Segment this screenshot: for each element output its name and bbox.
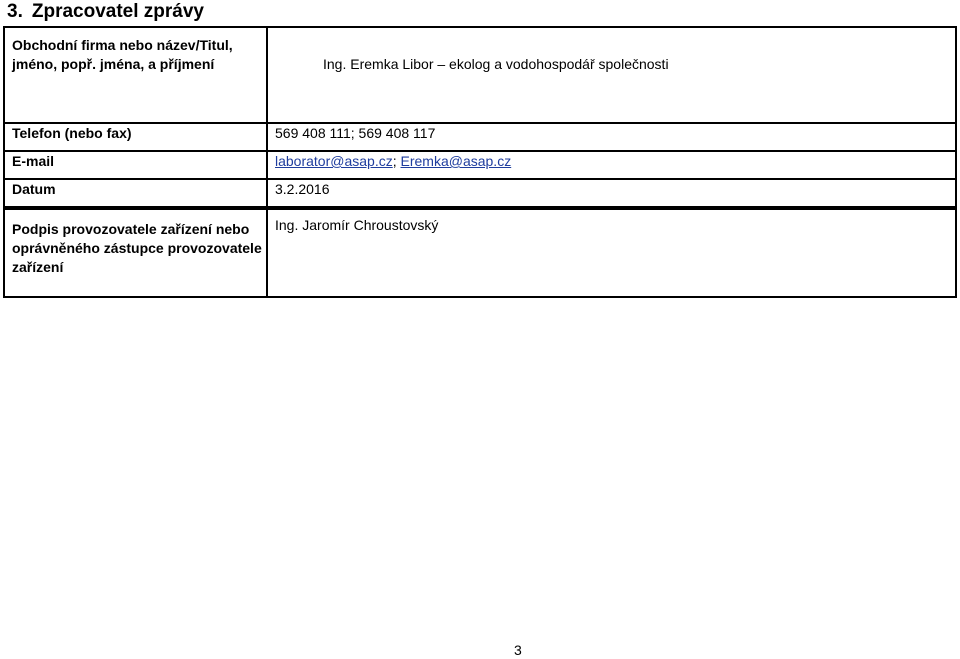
- table-row: [4, 179, 956, 207]
- table-row: [4, 151, 956, 179]
- table-row: [4, 209, 956, 297]
- email-link-laborator[interactable]: laborator@asap.cz: [275, 153, 393, 169]
- date-value: 3.2.2016: [267, 179, 956, 207]
- processor-info-table: [3, 26, 957, 208]
- signature-label: Podpis provozovatele zařízení nebo oprávněného zástupce provozovatele zařízení: [4, 209, 267, 297]
- page-number: 3: [514, 642, 522, 658]
- name-label: Obchodní firma nebo název/Titul, jméno, popř. jména, a příjmení: [4, 27, 267, 123]
- signature-value: Ing. Jaromír Chroustovský: [267, 209, 956, 297]
- table-row: [4, 27, 956, 123]
- email-label: E-mail: [4, 151, 267, 179]
- name-value: Ing. Eremka Libor – ekolog a vodohospodář společnosti: [267, 27, 956, 123]
- signature-table: [3, 208, 957, 298]
- email-link-eremka[interactable]: Eremka@asap.cz: [400, 153, 512, 169]
- phone-label: Telefon (nebo fax): [4, 123, 267, 151]
- email-separator: ;: [392, 153, 401, 169]
- table-row: [4, 123, 956, 151]
- email-value: [267, 151, 956, 179]
- section-title: Zpracovatel zprávy: [31, 1, 204, 22]
- section-number: 3.: [7, 1, 23, 22]
- phone-value: 569 408 111; 569 408 117: [267, 123, 956, 151]
- date-label: Datum: [4, 179, 267, 207]
- section-heading: [7, 0, 204, 24]
